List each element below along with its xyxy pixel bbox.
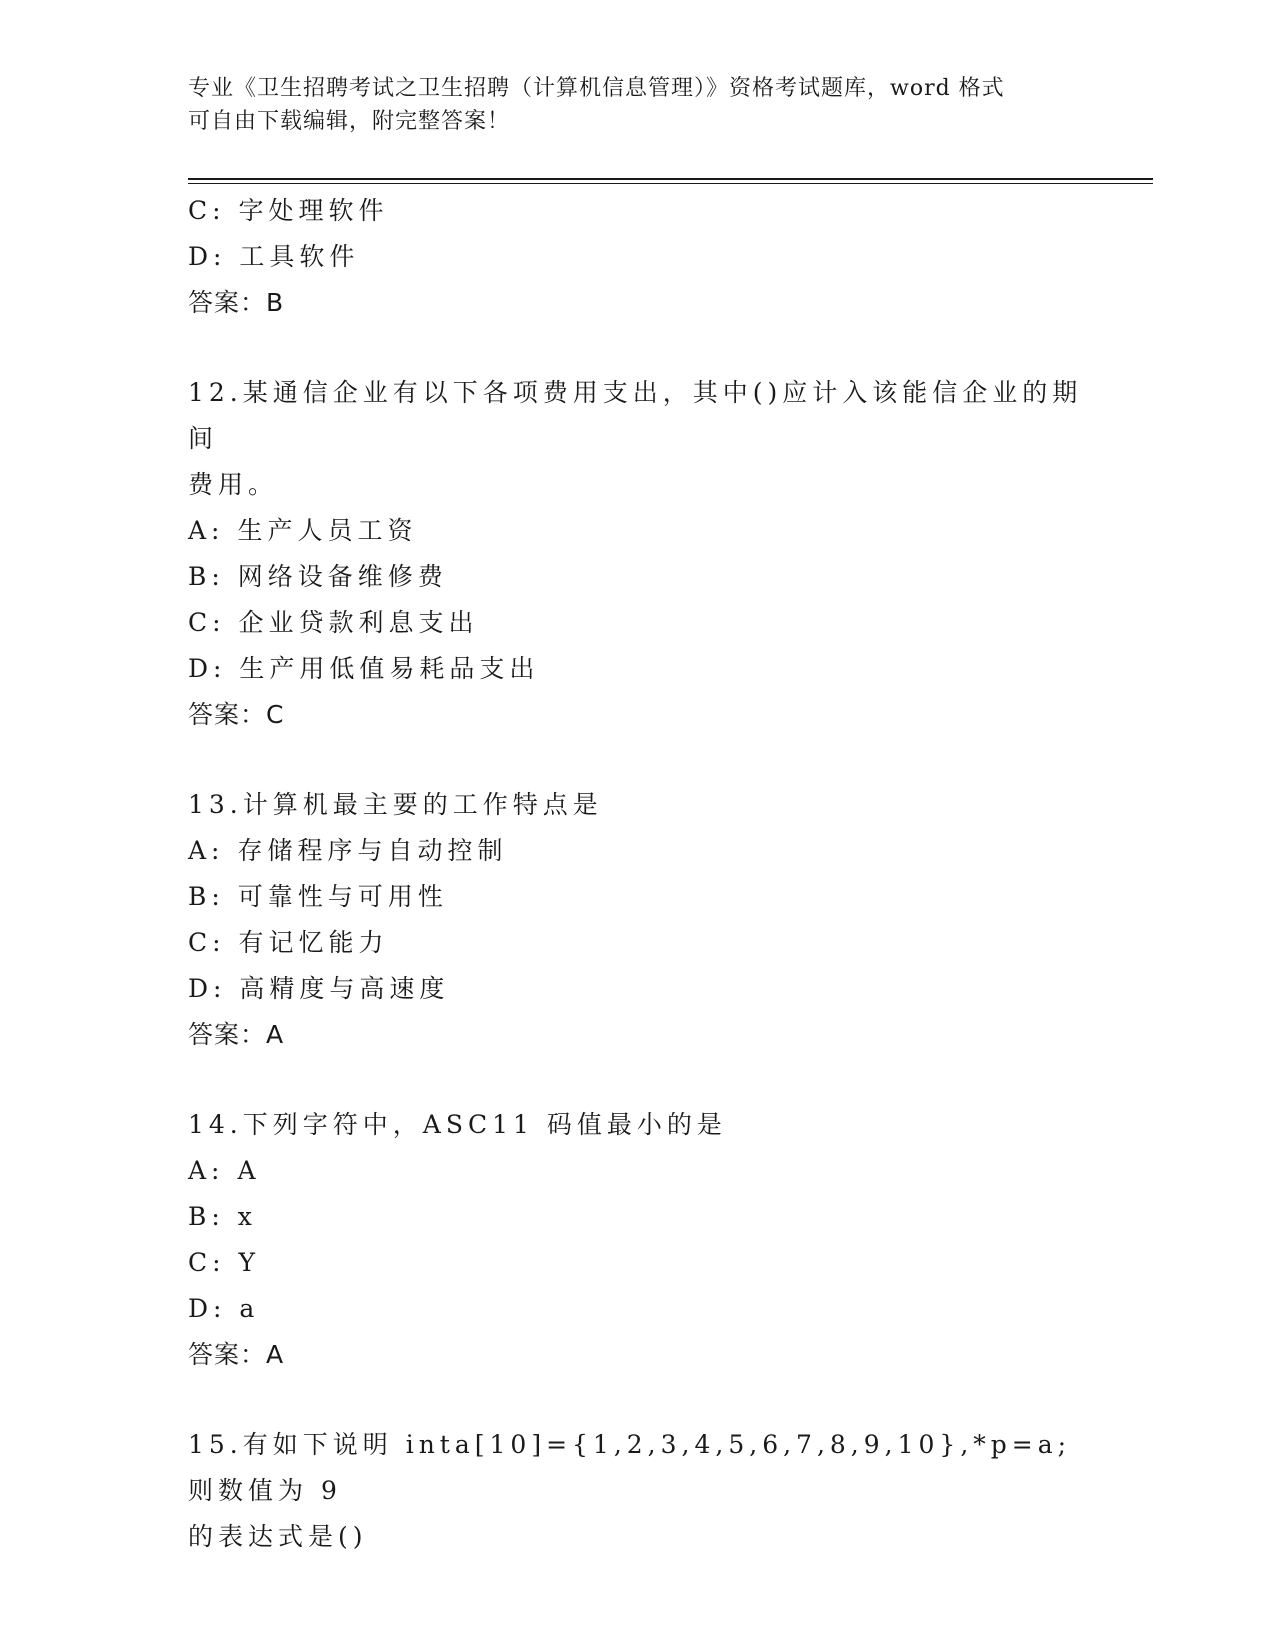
option-b xyxy=(188,874,1088,920)
question-15 xyxy=(188,1422,1088,1560)
option-label: C: xyxy=(188,196,226,225)
option-text: 可靠性与可用性 xyxy=(237,882,448,911)
option-c xyxy=(188,188,1088,234)
option-text: 字处理软件 xyxy=(238,196,389,225)
option-a xyxy=(188,1148,1088,1194)
question-12 xyxy=(188,370,1088,738)
option-label: D: xyxy=(188,242,227,271)
option-d xyxy=(188,234,1088,280)
option-label: C: xyxy=(188,1248,226,1277)
option-text: 有记忆能力 xyxy=(238,928,389,957)
option-text: x xyxy=(237,1202,257,1231)
option-label: B: xyxy=(188,1202,225,1231)
document-header xyxy=(188,72,1068,138)
option-text: 生产用低值易耗品支出 xyxy=(239,654,540,683)
option-label: B: xyxy=(188,562,225,591)
option-text: A xyxy=(237,1156,261,1185)
option-label: C: xyxy=(188,608,226,637)
option-label: D: xyxy=(188,1294,227,1323)
option-b xyxy=(188,1194,1088,1240)
question-stem-line-2: 的表达式是() xyxy=(188,1522,368,1551)
question-11-tail xyxy=(188,188,1088,326)
option-label: C: xyxy=(188,928,226,957)
question-stem: 13.计算机最主要的工作特点是 xyxy=(188,790,603,819)
option-label: A: xyxy=(188,1156,225,1185)
question-13 xyxy=(188,782,1088,1058)
question-stem xyxy=(188,1422,1088,1560)
question-stem xyxy=(188,370,1088,508)
answer-line: 答案：B xyxy=(188,288,285,317)
answer-line: 答案：A xyxy=(188,1340,285,1369)
option-label: D: xyxy=(188,974,227,1003)
option-text: a xyxy=(239,1294,260,1323)
option-label: D: xyxy=(188,654,227,683)
header-line-2: 可自由下载编辑，附完整答案！ xyxy=(188,109,511,134)
question-stem: 14.下列字符中，ASC11 码值最小的是 xyxy=(188,1110,727,1139)
header-line-1: 专业《卫生招聘考试之卫生招聘（计算机信息管理）》资格考试题库，word 格式 xyxy=(188,76,1005,101)
option-c xyxy=(188,920,1088,966)
option-text: 存储程序与自动控制 xyxy=(237,836,508,865)
option-label: B: xyxy=(188,882,225,911)
document-body xyxy=(188,188,1088,1560)
question-14 xyxy=(188,1102,1088,1378)
option-text: Y xyxy=(238,1248,261,1277)
option-a xyxy=(188,508,1088,554)
option-a xyxy=(188,828,1088,874)
option-b xyxy=(188,554,1088,600)
option-c xyxy=(188,600,1088,646)
option-c xyxy=(188,1240,1088,1286)
answer-line: 答案：A xyxy=(188,1020,285,1049)
question-stem-line-1: 15.有如下说明 inta[10]={1,2,3,4,5,6,7,8,9,10},*p=a;则数值为 9 xyxy=(188,1430,1072,1505)
option-text: 高精度与高速度 xyxy=(239,974,450,1003)
option-text: 生产人员工资 xyxy=(237,516,418,545)
question-stem-line-2: 费用。 xyxy=(188,470,279,499)
answer-line: 答案：C xyxy=(188,700,285,729)
option-text: 网络设备维修费 xyxy=(237,562,448,591)
header-divider-thick xyxy=(188,178,1153,180)
option-text: 工具软件 xyxy=(239,242,360,271)
option-label: A: xyxy=(188,836,225,865)
option-d xyxy=(188,1286,1088,1332)
question-stem-line-1: 12.某通信企业有以下各项费用支出，其中()应计入该能信企业的期间 xyxy=(188,378,1083,453)
header-divider-thin xyxy=(188,183,1153,184)
option-d xyxy=(188,646,1088,692)
option-d xyxy=(188,966,1088,1012)
option-text: 企业贷款利息支出 xyxy=(238,608,479,637)
option-label: A: xyxy=(188,516,225,545)
